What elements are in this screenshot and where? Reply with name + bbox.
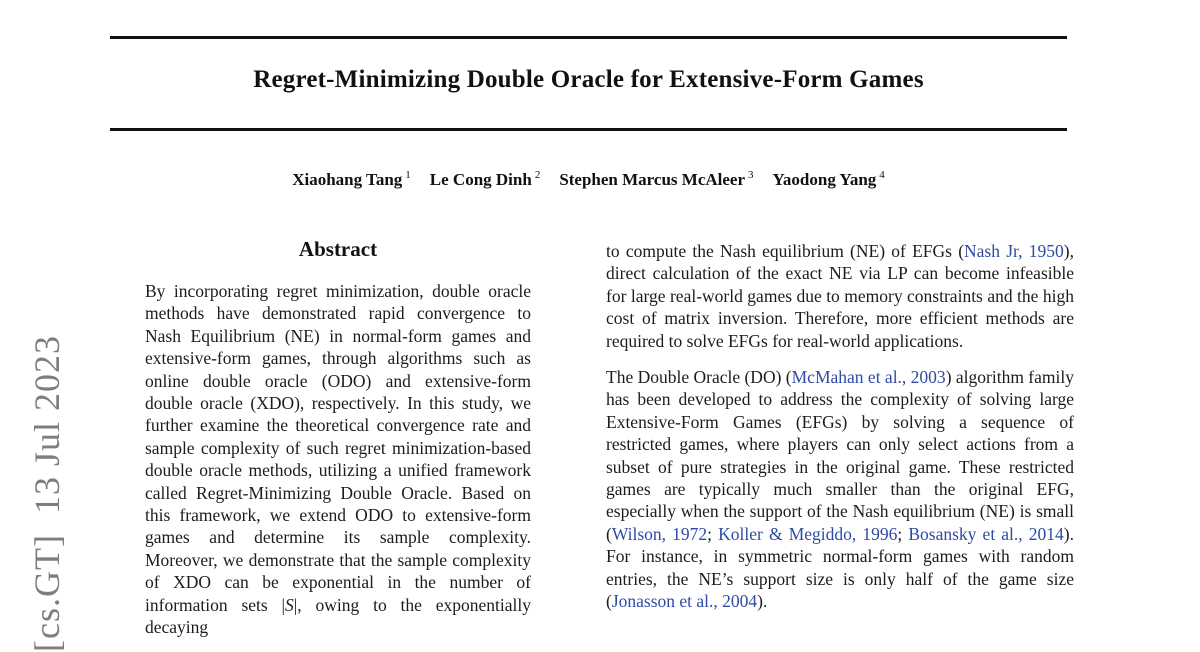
author-1	[292, 170, 411, 189]
abstract-text	[145, 280, 531, 639]
text-segment: ). For instance, in symmetric normal-form games with random entries, the NE’s support size is only half of the game size (	[606, 523, 1074, 612]
arxiv-category-stamp: [cs.GT] 13 Jul 2023	[27, 335, 67, 652]
math-symbol: S	[285, 594, 294, 615]
title-rule-bottom	[110, 128, 1067, 131]
citation-link[interactable]: Jonasson et al., 2004	[611, 591, 758, 612]
body-paragraph	[606, 366, 1074, 612]
author-affiliation-sup: 4	[879, 169, 885, 182]
text-segment: By incorporating regret minimization, double oracle methods have demonstrated rapid convergence to Nash Equilibrium (NE) in normal-form games and extensive-form games, through algorithms such as online double oracle (ODO) and extensive-form double oracle (XDO), respectively. In this study, we further examine the theoretical convergence rate and sample complexity of such regret minimization-based double oracle methods, utilizing a unified framework called Regret-Minimizing Double Oracle. Based on this framework, we extend ODO to extensive-form games and determine its sample complexity. Moreover, we demonstrate that the sample complexity of XDO can be exponential in the number of information sets |	[145, 281, 531, 615]
body-paragraph	[606, 240, 1074, 352]
author-name: Le Cong Dinh	[429, 170, 532, 189]
title-rule-top	[110, 36, 1067, 39]
citation-link[interactable]: Koller & Megiddo, 1996	[718, 523, 898, 544]
right-column	[606, 240, 1074, 627]
text-segment: ;	[897, 523, 909, 544]
author-affiliation-sup: 3	[748, 169, 754, 182]
text-segment: ) algorithm family has been developed to address the complexity of solving large Extensive-Form Games (EFGs) by solving a sequence of restricted games, where players can only select actions from a subset of pure strategies in the original game. These restricted games are typically much smaller than the original EFG, especially when the support of the Nash equilibrium (NE) is small (	[606, 367, 1074, 544]
author-name: Yaodong Yang	[772, 170, 877, 189]
paper-title: Regret-Minimizing Double Oracle for Extensive-Form Games	[253, 66, 924, 93]
citation-link[interactable]: Nash Jr, 1950	[964, 241, 1064, 261]
text-segment: ).	[757, 591, 768, 612]
text-segment: ), direct calculation of the exact NE via LP can become infeasible for large real-world games due to memory constraints and the high cost of matrix inversion. Therefore, more efficient methods are required to solve EFGs for real-world applications.	[606, 241, 1074, 351]
author-3	[559, 170, 753, 189]
authors-line	[110, 170, 1067, 190]
abstract-heading: Abstract	[298, 237, 378, 261]
text-segment: to compute the Nash equilibrium (NE) of EFGs (	[606, 241, 965, 261]
citation-link[interactable]: Wilson, 1972	[611, 523, 708, 544]
author-name: Stephen Marcus McAleer	[559, 170, 746, 189]
citation-link[interactable]: McMahan et al., 2003	[791, 367, 946, 388]
author-2	[430, 170, 541, 189]
text-segment: |, owing to the exponentially decaying	[145, 594, 532, 638]
text-segment: ;	[707, 523, 719, 544]
text-segment: The Double Oracle (DO) (	[606, 367, 792, 388]
author-4	[773, 170, 885, 189]
author-affiliation-sup: 1	[405, 169, 411, 182]
citation-link[interactable]: Bosansky et al., 2014	[908, 523, 1064, 544]
author-affiliation-sup: 2	[534, 169, 541, 182]
author-name: Xiaohang Tang	[292, 170, 403, 189]
